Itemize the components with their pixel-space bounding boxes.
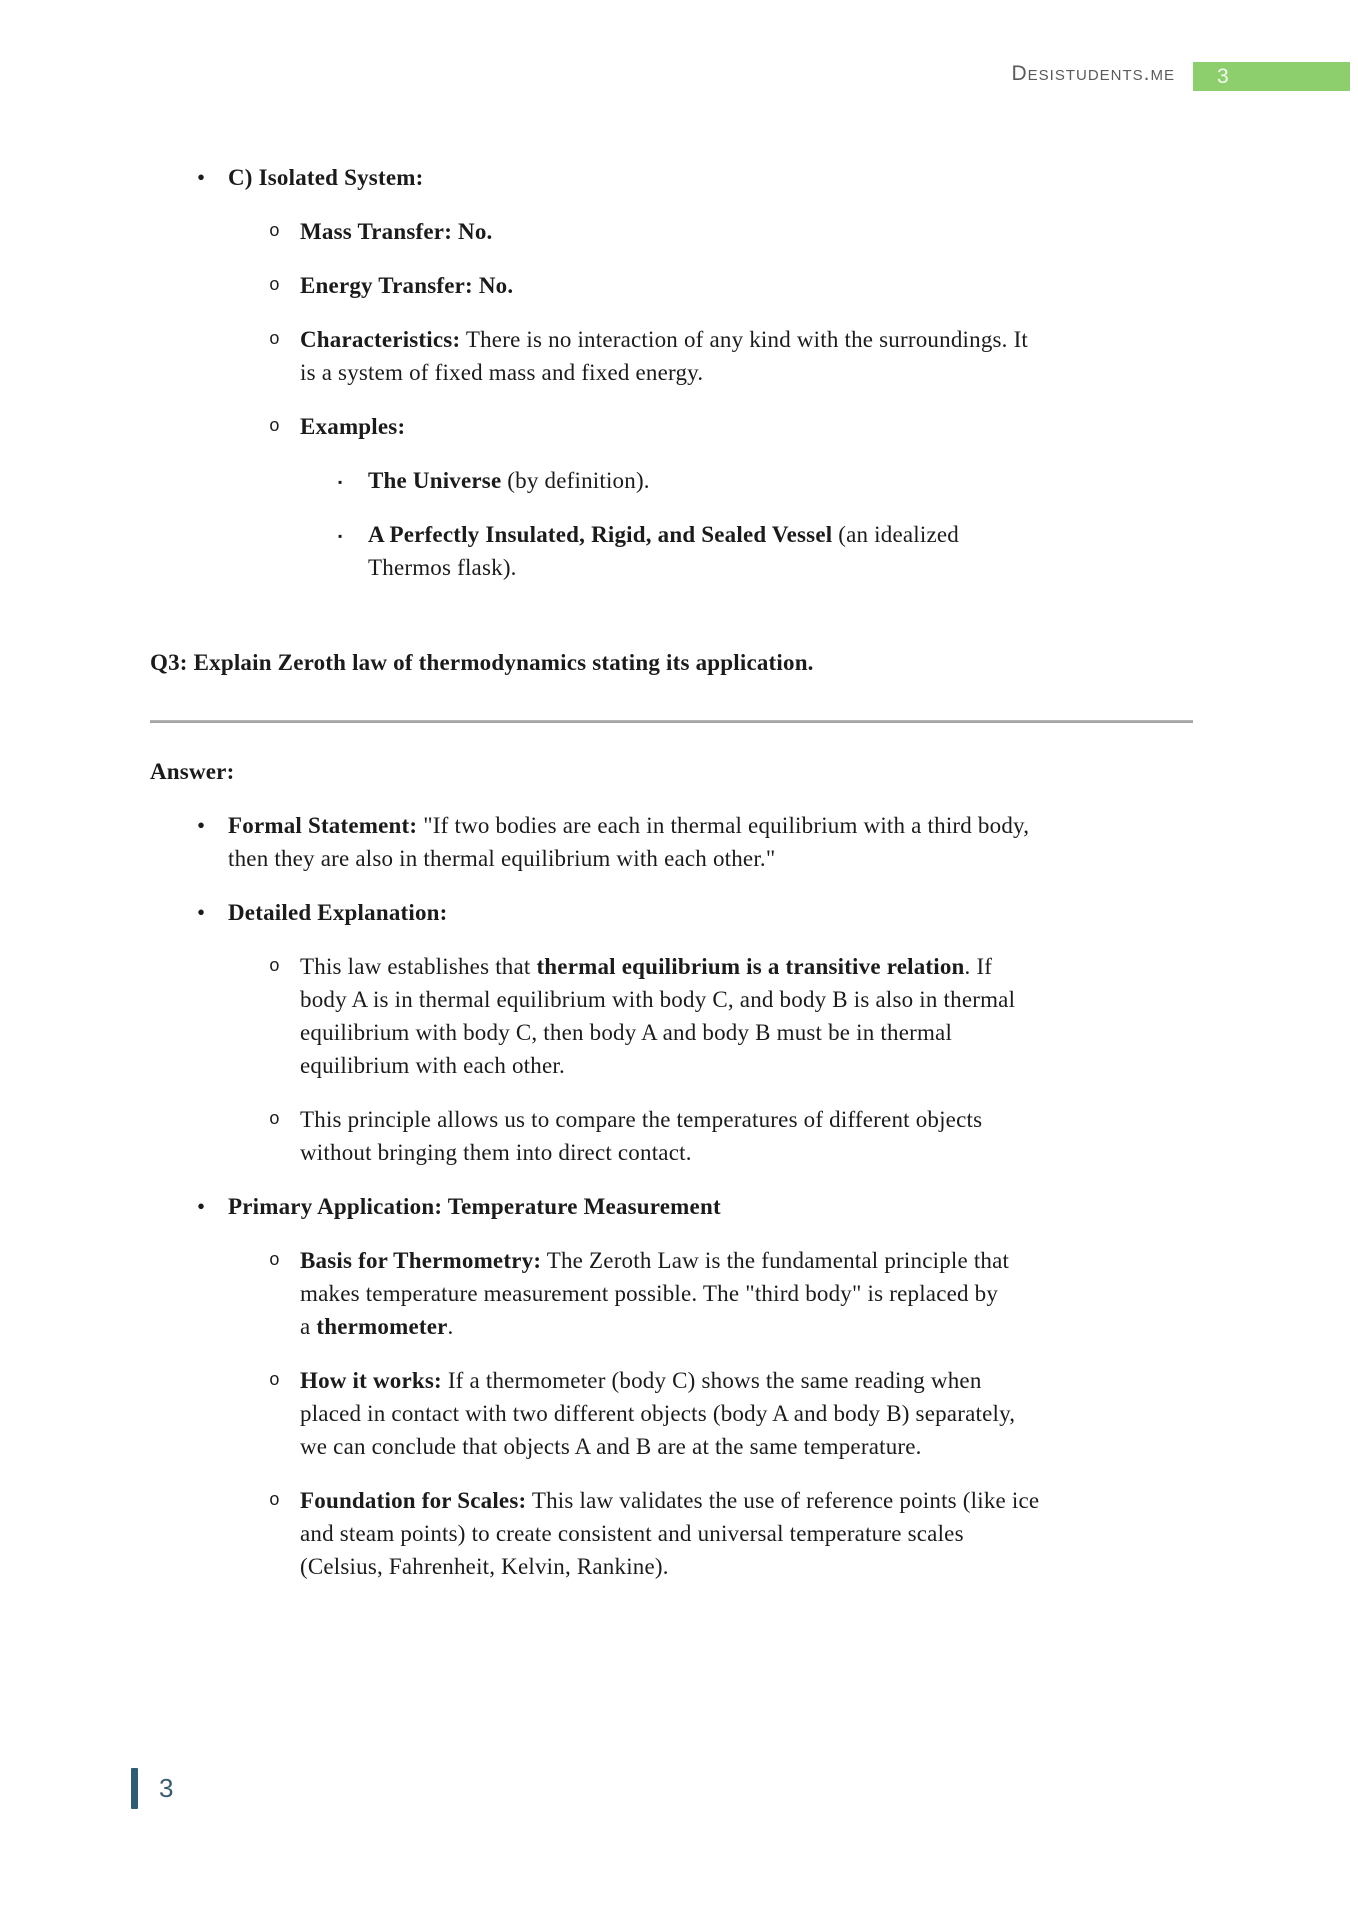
list-item — [150, 323, 1225, 389]
footer-page-number: 3 — [159, 1773, 174, 1803]
document-body — [150, 161, 1225, 1604]
list-item — [150, 809, 1225, 875]
text-content: Detailed Explanation: — [228, 900, 448, 925]
list-item — [150, 410, 1225, 443]
bullet-marker: o — [269, 222, 281, 242]
text-content: This law establishes that thermal equilibrium is a transitive relation. If body A is in thermal equilibrium with body C, and body B is also in thermal equilibrium with body C, then body A and body B must be in thermal equilibrium with each other. — [300, 954, 1016, 1078]
list-item — [150, 1244, 1225, 1343]
text-content: Examples: — [300, 414, 406, 439]
footer-accent-bar — [131, 1768, 138, 1809]
text-content: Formal Statement: "If two bodies are each in thermal equilibrium with a third body, then they are also in thermal equilibrium with each other." — [228, 813, 1030, 871]
bullet-marker: o — [269, 1251, 281, 1271]
text-content: Answer: — [150, 759, 235, 784]
header-site-name: Desistudents.me — [1011, 62, 1175, 85]
list-item — [150, 215, 1225, 248]
bullet-marker: o — [269, 276, 281, 296]
header-page-badge: 3 — [1193, 62, 1350, 91]
text-content: Mass Transfer: No. — [300, 219, 493, 244]
text-content: The Universe (by definition). — [368, 468, 650, 493]
list-item — [150, 1103, 1225, 1169]
list-item — [150, 950, 1225, 1082]
list-item — [150, 161, 1225, 194]
text-content: A Perfectly Insulated, Rigid, and Sealed Vessel (an idealized Thermos flask). — [368, 522, 959, 580]
text-content: Foundation for Scales: This law validates the use of reference points (like ice and steam points) to create consistent and universal temperature scales (Celsius, Fahrenheit, Kelvin, Rankine). — [300, 1488, 1040, 1579]
bullet-marker: o — [269, 957, 281, 977]
text-content: Basis for Thermometry: The Zeroth Law is the fundamental principle that makes temperature measurement possible. The "third body" is replaced by a thermometer. — [300, 1248, 1010, 1339]
answer-label — [150, 755, 1225, 788]
bullet-marker: o — [269, 1371, 281, 1391]
text-content: Primary Application: Temperature Measurement — [228, 1194, 721, 1219]
list-item — [150, 518, 1225, 584]
bullet-marker: ▪ — [338, 475, 343, 489]
bullet-marker: o — [269, 1110, 281, 1130]
text-content: Energy Transfer: No. — [300, 273, 514, 298]
text-content: Characteristics: There is no interaction of any kind with the surroundings. It is a system of fixed mass and fixed energy. — [300, 327, 1029, 385]
bullet-marker: ▪ — [338, 529, 343, 543]
bullet-marker: o — [269, 330, 281, 350]
bullet-marker: • — [197, 165, 206, 190]
text-content: Q3: Explain Zeroth law of thermodynamics stating its application. — [150, 650, 814, 675]
list-item — [150, 464, 1225, 497]
bullet-marker: o — [269, 1491, 281, 1511]
list-item — [150, 269, 1225, 302]
list-item — [150, 1484, 1225, 1583]
text-content: This principle allows us to compare the temperatures of different objects without bringing them into direct contact. — [300, 1107, 983, 1165]
question-heading — [150, 646, 1225, 679]
bullet-marker: • — [197, 813, 206, 838]
list-item — [150, 1364, 1225, 1463]
list-item — [150, 896, 1225, 929]
bullet-marker: • — [197, 1194, 206, 1219]
list-item — [150, 1190, 1225, 1223]
section-divider — [150, 720, 1193, 723]
text-content: How it works: If a thermometer (body C) shows the same reading when placed in contact with two different objects (body A and body B) separately, we can conclude that objects A and B are at the same temperature. — [300, 1368, 1016, 1459]
text-content: C) Isolated System: — [228, 165, 424, 190]
bullet-marker: o — [269, 417, 281, 437]
bullet-marker: • — [197, 900, 206, 925]
